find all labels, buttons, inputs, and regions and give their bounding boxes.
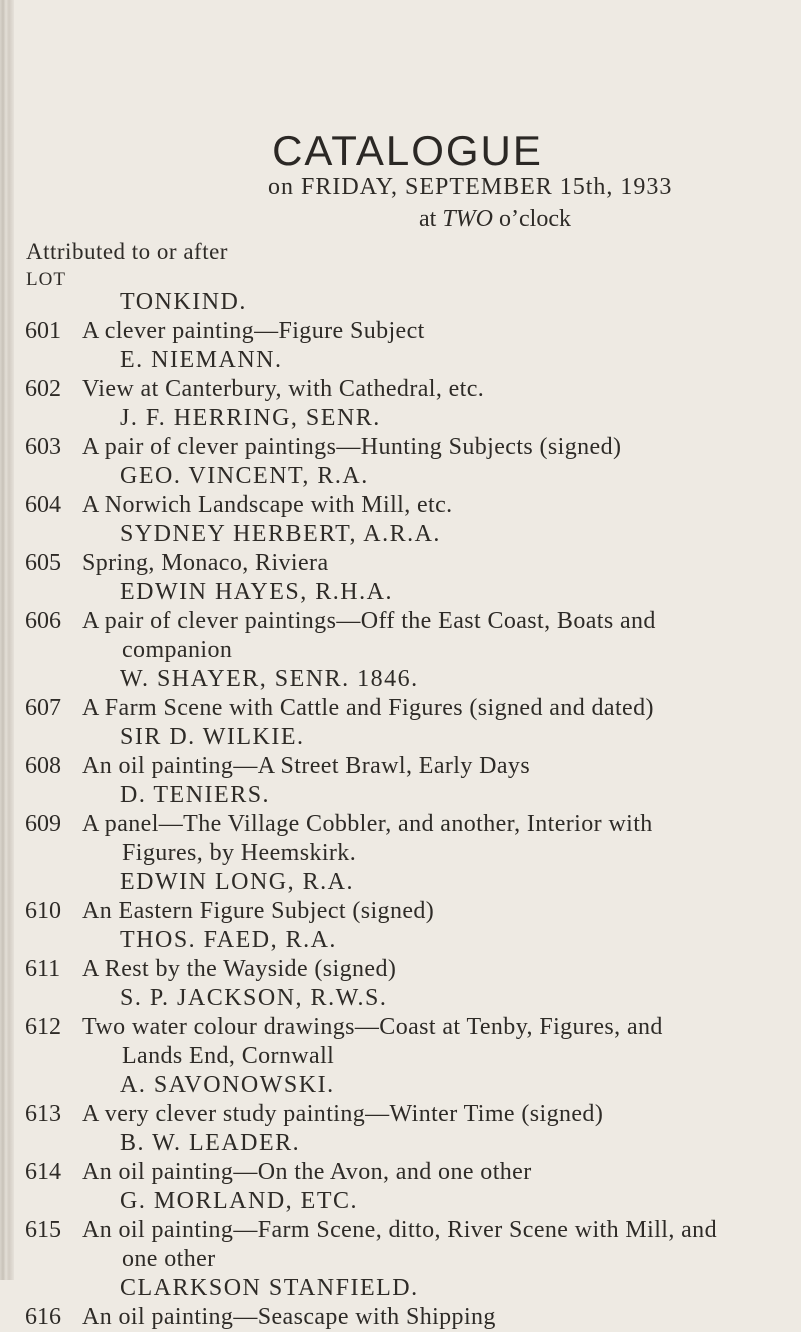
lot-artist: G. MORLAND, ETC.: [120, 1188, 358, 1214]
lot-number: 612: [25, 1014, 61, 1040]
list-item: [14, 491, 801, 549]
sale-time-prefix: at: [419, 206, 443, 232]
lot-description: A Farm Scene with Cattle and Figures (signed and dated): [82, 695, 654, 721]
lot-artist: SYDNEY HERBERT, A.R.A.: [120, 521, 441, 547]
sale-date: on FRIDAY, SEPTEMBER 15th, 1933: [268, 174, 673, 200]
list-item: [14, 897, 801, 955]
list-item: [14, 607, 801, 694]
lot-description: A clever painting—Figure Subject: [82, 318, 425, 344]
lot-number: 605: [25, 550, 61, 576]
list-item: [14, 955, 801, 1013]
lot-description: Spring, Monaco, Riviera: [82, 550, 329, 576]
lot-artist: THOS. FAED, R.A.: [120, 927, 337, 953]
lot-number: 609: [25, 811, 61, 837]
sale-time: [419, 204, 571, 234]
lot-description: [82, 1013, 794, 1071]
lot-description: [82, 1216, 794, 1274]
lot-description-line: A panel—The Village Cobbler, and another, Interior with: [82, 811, 653, 837]
attribution-note: Attributed to or after: [26, 239, 228, 264]
sale-time-suffix: o’clock: [493, 206, 571, 232]
lot-number: 602: [25, 376, 61, 402]
lot-number: 615: [25, 1217, 61, 1243]
catalogue-title: CATALOGUE: [272, 127, 543, 174]
lot-description: A Norwich Landscape with Mill, etc.: [82, 492, 453, 518]
lot-artist: J. F. HERRING, SENR.: [120, 405, 381, 431]
lot-description-continuation: Lands End, Cornwall: [122, 1043, 335, 1069]
lot-number: 604: [25, 492, 61, 518]
list-item: [14, 317, 801, 375]
lot-artist: B. W. LEADER.: [120, 1130, 301, 1156]
lot-artist: GEO. VINCENT, R.A.: [120, 463, 369, 489]
lot-list: [14, 288, 801, 1332]
list-item: [14, 433, 801, 491]
lot-description-line: A pair of clever paintings—Off the East Coast, Boats and: [82, 608, 656, 634]
list-item: [14, 288, 801, 317]
list-item: [14, 1013, 801, 1100]
lot-description: An Eastern Figure Subject (signed): [82, 898, 435, 924]
lot-description: View at Canterbury, with Cathedral, etc.: [82, 376, 485, 402]
catalogue-page: [14, 0, 801, 1330]
lot-description-continuation: companion: [122, 637, 233, 663]
lot-artist: S. P. JACKSON, R.W.S.: [120, 985, 388, 1011]
list-item: [14, 752, 801, 810]
lot-description-line: An oil painting—Farm Scene, ditto, River Scene with Mill, and: [82, 1217, 717, 1243]
lot-description: [82, 810, 794, 868]
lot-artist: TONKIND.: [120, 289, 247, 315]
lot-description-continuation: Figures, by Heemskirk.: [122, 840, 357, 866]
lot-artist: EDWIN LONG, R.A.: [120, 869, 354, 895]
lot-number: 614: [25, 1159, 61, 1185]
lot-description: A very clever study painting—Winter Time (signed): [82, 1101, 604, 1127]
list-item: [14, 1303, 801, 1332]
book-spine-edge: [0, 0, 14, 1280]
lot-description: An oil painting—A Street Brawl, Early Days: [82, 753, 531, 779]
lot-number: 603: [25, 434, 61, 460]
lot-artist: E. NIEMANN.: [120, 347, 283, 373]
lot-description: A Rest by the Wayside (signed): [82, 956, 397, 982]
lot-description: [82, 607, 794, 665]
lot-description: An oil painting—On the Avon, and one other: [82, 1159, 532, 1185]
lot-column-header: LOT: [26, 269, 66, 290]
list-item: [14, 375, 801, 433]
list-item: [14, 694, 801, 752]
lot-number: 607: [25, 695, 61, 721]
lot-number: 610: [25, 898, 61, 924]
list-item: [14, 1100, 801, 1158]
list-item: [14, 1216, 801, 1303]
sale-time-hour: TWO: [442, 206, 493, 232]
list-item: [14, 810, 801, 897]
lot-artist: A. SAVONOWSKI.: [120, 1072, 335, 1098]
lot-description-line: Two water colour drawings—Coast at Tenby, Figures, and: [82, 1014, 663, 1040]
lot-artist: D. TENIERS.: [120, 782, 271, 808]
lot-description-continuation: one other: [122, 1246, 216, 1272]
lot-number: 601: [25, 318, 61, 344]
lot-artist: EDWIN HAYES, R.H.A.: [120, 579, 393, 605]
lot-artist: CLARKSON STANFIELD.: [120, 1275, 419, 1301]
lot-number: 613: [25, 1101, 61, 1127]
lot-number: 608: [25, 753, 61, 779]
lot-description: An oil painting—Seascape with Shipping: [82, 1304, 496, 1330]
list-item: [14, 1158, 801, 1216]
lot-number: 611: [25, 956, 61, 982]
lot-artist: SIR D. WILKIE.: [120, 724, 305, 750]
lot-artist: W. SHAYER, SENR. 1846.: [120, 666, 419, 692]
lot-number: 606: [25, 608, 61, 634]
lot-number: 616: [25, 1304, 61, 1330]
list-item: [14, 549, 801, 607]
lot-description: A pair of clever paintings—Hunting Subjects (signed): [82, 434, 622, 460]
